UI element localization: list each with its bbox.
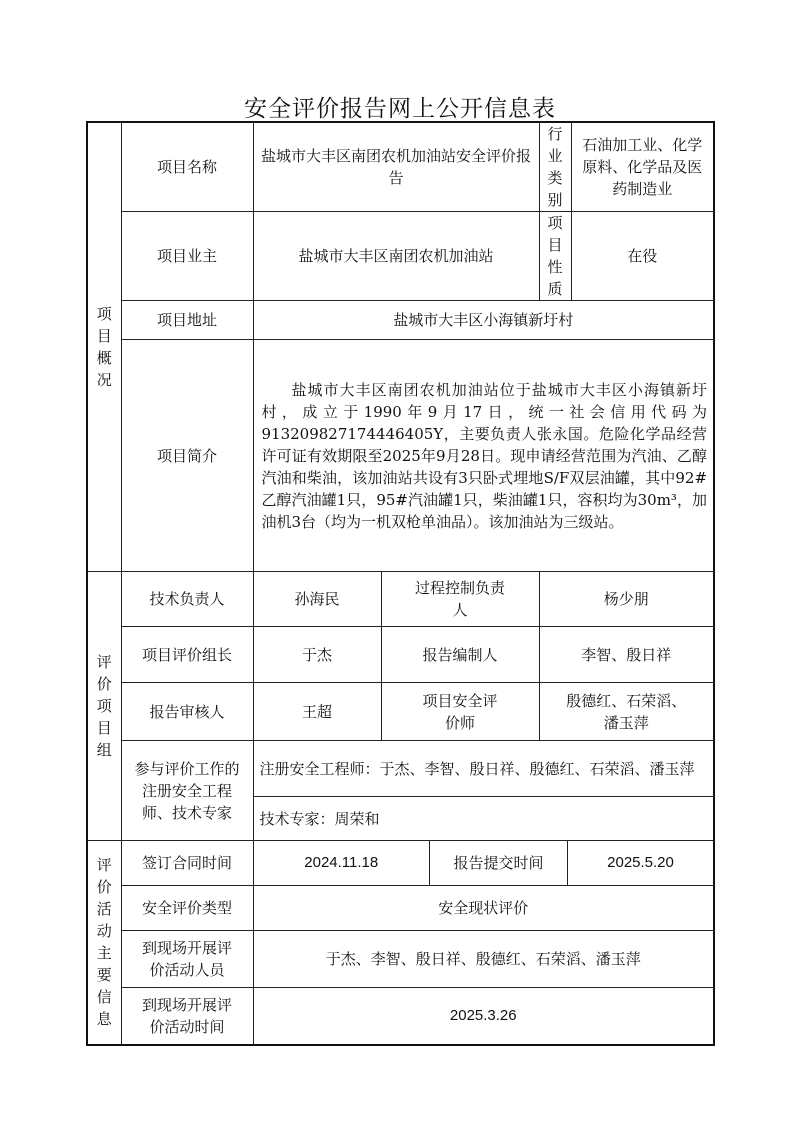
onsite-date-value: 2025.3.26 xyxy=(253,988,714,1045)
group-leader-label: 项目评价组长 xyxy=(121,627,253,683)
group-leader-value: 于杰 xyxy=(253,627,381,683)
industry-value: 石油加工业、化学原料、化学品及医药制造业 xyxy=(571,122,714,212)
onsite-staff-value: 于杰、李智、殷日祥、殷德红、石荣滔、潘玉萍 xyxy=(253,931,714,988)
intro-value: 盐城市大丰区南团农机加油站位于盐城市大丰区小海镇新圩村，成立于1990年9月17日，统一社会信用代码为913209827174446405Y，主要负责人张永国。危险化学品经营许可证有效期限至2025年9月28日。现申请经营范围为汽油、乙醇汽油和柴油，该加油站共设有3只卧式埋地S/F双层油罐，其中92#乙醇汽油罐1只，95#汽油罐1只，柴油罐1只，容积均为30m³，加油机3台（均为一机双枪单油品）。该加油站为三级站。 xyxy=(253,340,714,572)
tech-lead-label: 技术负责人 xyxy=(121,572,253,627)
safety-evaluator-value: 殷德红、石荣滔、潘玉萍 xyxy=(539,683,714,741)
industry-label: 行业类别 xyxy=(539,122,571,212)
intro-label: 项目简介 xyxy=(121,340,253,572)
onsite-date-label: 到现场开展评价活动时间 xyxy=(121,988,253,1045)
onsite-staff-label: 到现场开展评价活动人员 xyxy=(121,931,253,988)
report-author-label: 报告编制人 xyxy=(381,627,539,683)
owner-value: 盐城市大丰区南团农机加油站 xyxy=(253,212,539,301)
report-author-value: 李智、殷日祥 xyxy=(539,627,714,683)
participants-label: 参与评价工作的注册安全工程师、技术专家 xyxy=(121,741,253,841)
submit-date-label: 报告提交时间 xyxy=(430,841,568,885)
address-label: 项目地址 xyxy=(121,301,253,340)
contract-date-value: 2024.11.18 xyxy=(254,841,430,885)
section-activity-label: 评价活动主要信息 xyxy=(87,841,121,1045)
experts-value: 技术专家：周荣和 xyxy=(253,797,714,841)
engineers-value: 注册安全工程师：于杰、李智、殷日祥、殷德红、石荣滔、潘玉萍 xyxy=(253,741,714,797)
owner-label: 项目业主 xyxy=(121,212,253,301)
project-name-value: 盐城市大丰区南团农机加油站安全评价报告 xyxy=(253,122,539,212)
eval-type-value: 安全现状评价 xyxy=(253,886,714,931)
contract-date-label: 签订合同时间 xyxy=(121,841,253,886)
section-team-label: 评价项目组 xyxy=(87,572,121,841)
reviewer-value: 王超 xyxy=(253,683,381,741)
page-title: 安全评价报告网上公开信息表 xyxy=(244,96,556,122)
process-lead-value: 杨少朋 xyxy=(539,572,714,627)
info-table xyxy=(86,121,715,1046)
tech-lead-value: 孙海民 xyxy=(253,572,381,627)
eval-type-label: 安全评价类型 xyxy=(121,886,253,931)
dates-row xyxy=(254,841,714,885)
section-overview-label: 项目概况 xyxy=(87,122,121,572)
project-name-label: 项目名称 xyxy=(121,122,253,212)
safety-evaluator-label: 项目安全评价师 xyxy=(381,683,539,741)
process-lead-label: 过程控制负责人 xyxy=(381,572,539,627)
address-value: 盐城市大丰区小海镇新圩村 xyxy=(253,301,714,340)
nature-label: 项目性质 xyxy=(539,212,571,301)
nature-value: 在役 xyxy=(571,212,714,301)
submit-date-value: 2025.5.20 xyxy=(607,854,674,871)
reviewer-label: 报告审核人 xyxy=(121,683,253,741)
